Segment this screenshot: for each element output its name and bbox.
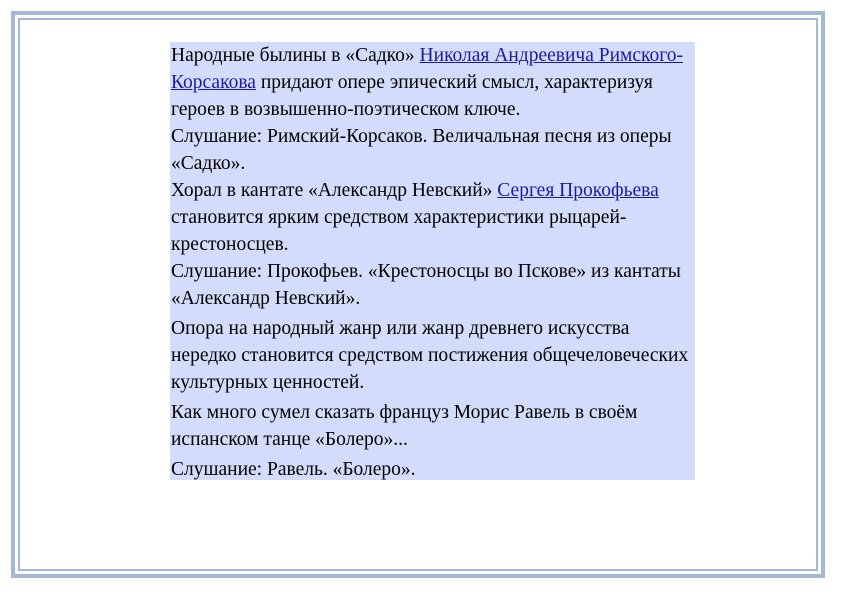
- paragraph-sadko-text-after: придают опере эпический смысл, характеризуя героев в возвышенно-поэтическом ключе.: [171, 72, 653, 120]
- paragraph-folk-genre: Опора на народный жанр или жанр древнего искусства нередко становится средством постижения общечеловеческих культурных ценностей.: [171, 318, 689, 393]
- paragraph-nevsky: [171, 177, 695, 258]
- paragraph-sadko-text-before: Народные былины в «Садко»: [171, 45, 420, 66]
- link-prokofiev[interactable]: Сергея Прокофьева: [497, 180, 659, 201]
- paragraph-ravel: Как много сумел сказать француз Морис Равель в своём испанском танце «Болеро»...: [171, 402, 638, 450]
- link-rimsky-korsakov[interactable]: Николая Андреевича Римского-Корсакова: [171, 45, 684, 93]
- paragraph-listening-prokofiev: Слушание: Прокофьев. «Крестоносцы во Пскове» из кантаты «Александр Невский».: [171, 261, 681, 309]
- paragraph-listening-bolero: Слушание: Равель. «Болеро».: [171, 459, 416, 480]
- slide-text-box: [170, 42, 695, 480]
- paragraph-nevsky-text-before: Хорал в кантате «Александр Невский»: [171, 180, 498, 201]
- paragraph-sadko: [171, 42, 695, 123]
- paragraph-listening-sadko: Слушание: Римский-Корсаков. Величальная песня из оперы «Садко».: [171, 126, 672, 174]
- paragraph-nevsky-text-after: становится ярким средством характеристики рыцарей-крестоносцев.: [171, 207, 627, 255]
